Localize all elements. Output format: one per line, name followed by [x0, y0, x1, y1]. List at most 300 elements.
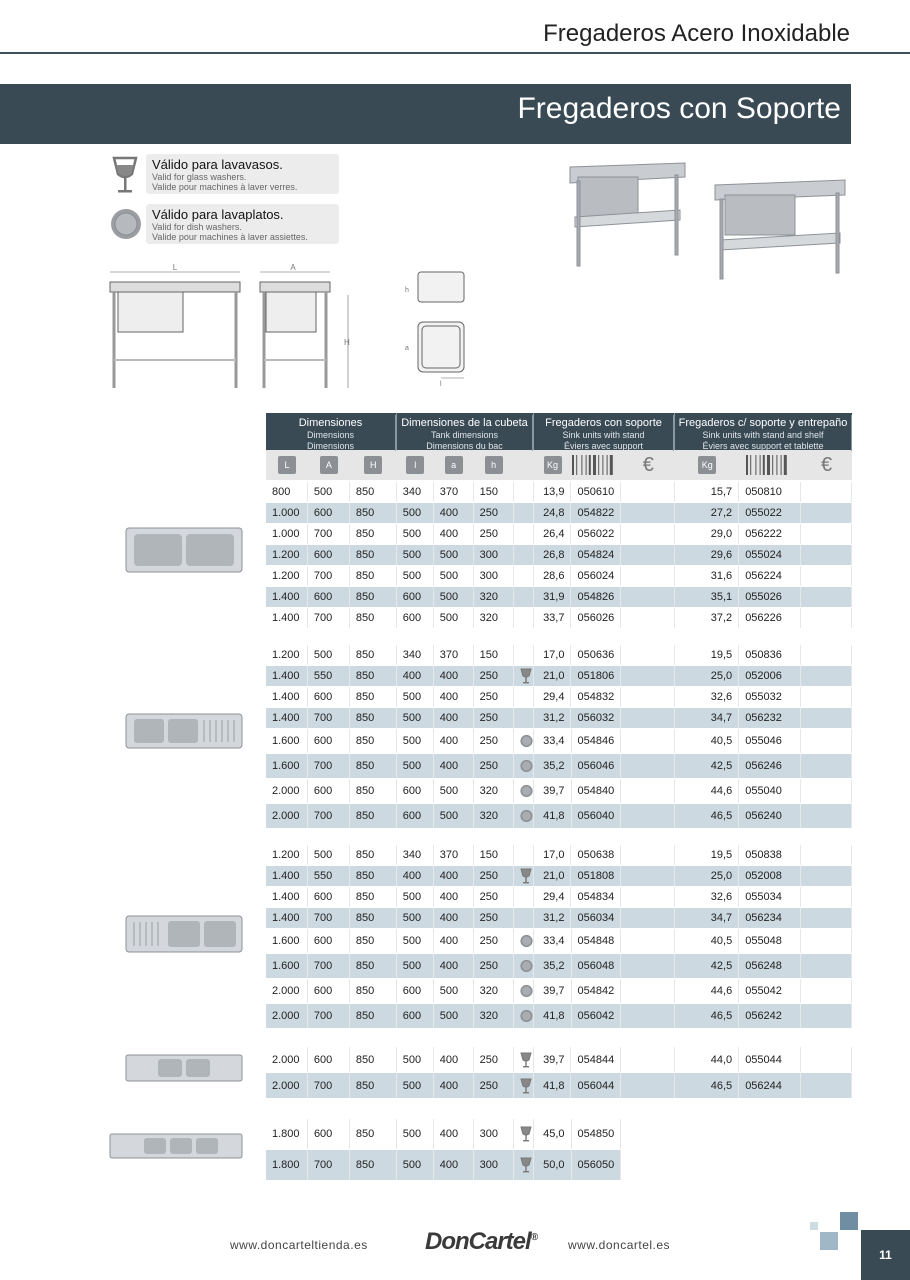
weight-cell: 35,2 — [534, 754, 572, 778]
compat-cell — [514, 687, 534, 707]
barcode-icon — [571, 450, 621, 480]
weight-shelf-cell: 29,6 — [675, 545, 739, 565]
col-L-cell: 1.000 — [266, 503, 308, 523]
col-H-cell: 850 — [350, 1150, 397, 1180]
col-H-cell: 850 — [350, 566, 397, 586]
col-A-cell: 700 — [308, 608, 350, 628]
header-shelf-fr: Éviers avec support et tablette — [675, 440, 852, 451]
col-L-cell: 1.400 — [266, 887, 308, 907]
col-L-cell: 1.400 — [266, 866, 308, 886]
ref-stand-cell: 054834 — [571, 887, 621, 907]
col-h-cell: 150 — [474, 482, 514, 502]
col-l-cell: 340 — [397, 645, 434, 665]
col-l-cell: 500 — [397, 503, 434, 523]
price-stand-cell — [621, 687, 675, 707]
weight-shelf-cell: 46,5 — [675, 1073, 739, 1098]
ref-stand-cell: 051808 — [571, 866, 621, 886]
col-a-cell: 500 — [434, 804, 474, 828]
col-A-cell: 600 — [308, 929, 350, 953]
legend-plate — [146, 204, 339, 244]
col-L-cell: 1.400 — [266, 608, 308, 628]
col-h-cell: 300 — [474, 1150, 514, 1180]
col-A-cell: 500 — [308, 845, 350, 865]
product-photos — [560, 155, 860, 295]
ref-stand-cell: 054844 — [571, 1047, 621, 1072]
col-L-cell: 1.000 — [266, 524, 308, 544]
col-L-cell: 1.400 — [266, 687, 308, 707]
col-A-cell: 550 — [308, 666, 350, 686]
table-row — [266, 587, 852, 608]
table-row — [266, 666, 852, 687]
price-stand-cell — [621, 908, 675, 928]
price-stand-cell — [621, 954, 675, 978]
ref-stand-cell: 056032 — [571, 708, 621, 728]
compat-cell — [514, 545, 534, 565]
sink-image-double-drainer — [124, 710, 244, 752]
col-l-cell: 340 — [397, 845, 434, 865]
dimension-chip-H: H — [364, 456, 382, 474]
col-h-cell: 250 — [474, 666, 514, 686]
col-A-cell: 700 — [308, 754, 350, 778]
col-A-cell: 600 — [308, 503, 350, 523]
ref-shelf-cell — [739, 1119, 801, 1149]
col-h-cell: 300 — [474, 1119, 514, 1149]
price-stand-cell — [621, 1150, 675, 1180]
col-L-cell: 1.600 — [266, 929, 308, 953]
weight-cell: 26,8 — [534, 545, 572, 565]
col-H-cell: 850 — [350, 954, 397, 978]
col-a-cell: 400 — [434, 1073, 474, 1098]
product-table — [266, 413, 852, 1181]
price-stand-cell — [621, 845, 675, 865]
ref-shelf-cell: 055040 — [739, 779, 801, 803]
ref-stand-cell: 051806 — [571, 666, 621, 686]
col-h-cell: 300 — [474, 566, 514, 586]
plate-icon — [520, 783, 533, 799]
col-h-cell: 250 — [474, 524, 514, 544]
ref-shelf-cell: 056242 — [739, 1004, 801, 1028]
header-shelf — [675, 413, 852, 450]
col-H-cell: 850 — [350, 908, 397, 928]
col-a-cell: 370 — [434, 845, 474, 865]
weight-cell: 45,0 — [534, 1119, 572, 1149]
col-A-cell: 600 — [308, 887, 350, 907]
header-tank — [397, 413, 534, 450]
table-row — [266, 645, 852, 666]
ref-shelf-cell: 056232 — [739, 708, 801, 728]
ref-shelf-cell: 055024 — [739, 545, 801, 565]
weight-shelf-cell: 15,7 — [675, 482, 739, 502]
ref-shelf-cell: 056248 — [739, 954, 801, 978]
price-stand-cell — [621, 545, 675, 565]
table-group — [266, 845, 852, 1029]
banner-title: Fregaderos con Soporte — [517, 92, 841, 125]
plate-icon — [110, 208, 142, 240]
ref-stand-cell: 054846 — [572, 729, 622, 753]
col-H-cell: 850 — [350, 804, 397, 828]
col-l-cell: 500 — [397, 1073, 434, 1098]
col-a-cell: 500 — [434, 545, 474, 565]
compat-cell — [514, 645, 534, 665]
table-row — [266, 929, 852, 954]
col-l-cell: 500 — [397, 1047, 434, 1072]
plate-icon — [520, 733, 533, 749]
col-l-cell: 600 — [397, 587, 434, 607]
header-stand-en: Sink units with stand — [534, 429, 674, 440]
weight-cell: 28,6 — [534, 566, 572, 586]
table-row — [266, 1150, 852, 1181]
compat-cell — [514, 887, 534, 907]
col-h-cell: 150 — [474, 645, 514, 665]
col-a-cell: 500 — [434, 566, 474, 586]
weight-cell: 31,2 — [534, 708, 572, 728]
compat-cell — [514, 979, 534, 1003]
col-a-cell: 400 — [434, 524, 474, 544]
weight-cell: 31,9 — [534, 587, 572, 607]
col-l-cell: 500 — [397, 929, 434, 953]
ref-shelf-cell: 056226 — [739, 608, 801, 628]
ref-stand-cell: 050638 — [571, 845, 621, 865]
price-stand-cell — [621, 587, 675, 607]
col-a-cell: 400 — [434, 503, 474, 523]
plate-icon — [520, 808, 533, 824]
header-shelf-es: Fregaderos c/ soporte y entrepaño — [675, 415, 852, 429]
header-dimensions-es: Dimensiones — [266, 415, 396, 429]
col-H-cell: 850 — [350, 482, 397, 502]
price-shelf-cell — [801, 482, 852, 502]
col-L-cell: 1.800 — [266, 1119, 308, 1149]
compat-cell — [514, 708, 534, 728]
compat-cell — [514, 754, 534, 778]
col-h-cell: 250 — [474, 887, 514, 907]
footer-site-link[interactable]: www.doncartel.es — [568, 1238, 671, 1252]
col-H-cell: 850 — [350, 1119, 397, 1149]
compat-cell — [514, 503, 534, 523]
title-rule — [0, 52, 910, 54]
col-A-cell: 700 — [308, 1004, 350, 1028]
table-groups — [266, 482, 852, 1181]
col-h-cell: 250 — [474, 908, 514, 928]
price-stand-cell — [621, 482, 675, 502]
glass-icon — [520, 668, 532, 684]
col-L-cell: 1.400 — [266, 708, 308, 728]
table-row — [266, 804, 852, 829]
col-H-cell: 850 — [350, 503, 397, 523]
price-stand-cell — [621, 1047, 675, 1072]
sink-image-two-drainers — [124, 1052, 244, 1084]
weight-shelf-cell: 27,2 — [675, 503, 739, 523]
diagram-label-H: H — [344, 338, 350, 347]
col-L-cell: 2.000 — [266, 804, 308, 828]
compat-cell — [514, 804, 534, 828]
ref-stand-cell: 054826 — [571, 587, 621, 607]
price-stand-cell — [621, 754, 675, 778]
compat-cell — [514, 929, 534, 953]
col-l-cell: 500 — [397, 545, 434, 565]
legend-glass — [146, 154, 339, 194]
col-L-cell: 1.200 — [266, 645, 308, 665]
weight-shelf-cell: 44,0 — [675, 1047, 739, 1072]
weight-shelf-cell: 32,6 — [675, 887, 739, 907]
sink-image-single — [124, 524, 244, 576]
col-H-cell: 850 — [350, 779, 397, 803]
plate-icon — [520, 958, 533, 974]
icon-cell — [434, 450, 474, 480]
weight-shelf-cell: 42,5 — [675, 754, 739, 778]
plate-icon — [520, 1008, 533, 1024]
table-row — [266, 1004, 852, 1029]
ref-shelf-cell: 056224 — [739, 566, 801, 586]
table-row — [266, 687, 852, 708]
col-h-cell: 320 — [474, 1004, 514, 1028]
compat-cell — [514, 566, 534, 586]
weight-shelf-cell: 46,5 — [675, 804, 739, 828]
header-dimensions-en: Dimensions — [266, 429, 396, 440]
header-dimensions — [266, 413, 397, 450]
header-stand-es: Fregaderos con soporte — [534, 415, 674, 429]
col-H-cell: 850 — [350, 545, 397, 565]
weight-cell: 21,0 — [534, 666, 572, 686]
compat-cell — [514, 1047, 534, 1072]
price-stand-cell — [621, 608, 675, 628]
col-a-cell: 400 — [434, 929, 474, 953]
col-H-cell: 850 — [350, 587, 397, 607]
col-h-cell: 250 — [474, 729, 514, 753]
footer-logo — [425, 1228, 537, 1256]
col-h-cell: 250 — [474, 1073, 514, 1098]
icon-cell — [308, 450, 350, 480]
glass-icon — [520, 1052, 532, 1068]
col-L-cell: 1.200 — [266, 545, 308, 565]
dimension-chip-h: h — [485, 456, 503, 474]
compat-cell — [514, 587, 534, 607]
price-stand-cell — [621, 729, 675, 753]
col-a-cell: 370 — [434, 645, 474, 665]
table-row — [266, 845, 852, 866]
col-L-cell: 1.600 — [266, 954, 308, 978]
col-A-cell: 700 — [308, 1150, 350, 1180]
ref-stand-cell: 054840 — [572, 779, 622, 803]
col-H-cell: 850 — [350, 729, 397, 753]
icon-cell — [397, 450, 434, 480]
price-shelf-cell — [801, 979, 852, 1003]
col-a-cell: 400 — [434, 887, 474, 907]
table-row — [266, 1119, 852, 1150]
weight-shelf-cell — [675, 1119, 739, 1149]
col-A-cell: 550 — [308, 866, 350, 886]
price-shelf-cell — [801, 524, 852, 544]
col-h-cell: 300 — [474, 545, 514, 565]
ref-stand-cell: 056034 — [571, 908, 621, 928]
legend-plate-en: Valid for dish washers. — [152, 222, 242, 232]
col-h-cell: 250 — [474, 754, 514, 778]
ref-shelf-cell: 050810 — [739, 482, 801, 502]
col-H-cell: 850 — [350, 645, 397, 665]
price-shelf-cell — [801, 687, 852, 707]
col-l-cell: 500 — [397, 524, 434, 544]
table-row — [266, 524, 852, 545]
compat-cell — [514, 666, 534, 686]
price-stand-cell — [621, 524, 675, 544]
table-row — [266, 1047, 852, 1073]
col-a-cell: 400 — [434, 908, 474, 928]
price-stand-cell — [621, 804, 675, 828]
ref-stand-cell: 054824 — [571, 545, 621, 565]
glass-icon — [520, 1126, 532, 1142]
col-A-cell: 600 — [308, 1119, 350, 1149]
compat-cell — [514, 845, 534, 865]
sink-image-drainer-double — [124, 912, 244, 956]
weight-cell: 41,8 — [534, 804, 572, 828]
col-a-cell: 370 — [434, 482, 474, 502]
col-h-cell: 250 — [474, 687, 514, 707]
plate-icon — [520, 933, 533, 949]
price-shelf-cell — [801, 845, 852, 865]
header-stand-fr: Éviers avec support — [534, 440, 674, 451]
price-shelf-cell — [801, 1073, 852, 1098]
weight-cell: 17,0 — [534, 845, 572, 865]
col-A-cell: 500 — [308, 482, 350, 502]
icon-cell — [621, 450, 675, 480]
plate-icon — [520, 758, 533, 774]
weight-shelf-cell — [675, 1150, 739, 1180]
ref-stand-cell: 054848 — [572, 929, 622, 953]
col-H-cell: 850 — [350, 687, 397, 707]
weight-cell: 39,7 — [534, 1047, 572, 1072]
weight-icon: Kg — [698, 456, 716, 474]
col-A-cell: 600 — [308, 1047, 350, 1072]
price-shelf-cell — [801, 566, 852, 586]
col-L-cell: 1.400 — [266, 666, 308, 686]
header-tank-es: Dimensiones de la cubeta — [397, 415, 533, 429]
col-A-cell: 700 — [308, 804, 350, 828]
weight-shelf-cell: 34,7 — [675, 908, 739, 928]
footer-logo-text: DonCartel — [425, 1228, 531, 1255]
price-shelf-cell — [801, 503, 852, 523]
weight-cell: 13,9 — [534, 482, 572, 502]
weight-shelf-cell: 34,7 — [675, 708, 739, 728]
ref-shelf-cell: 052006 — [739, 666, 801, 686]
price-shelf-cell — [801, 587, 852, 607]
ref-shelf-cell: 055022 — [739, 503, 801, 523]
price-stand-cell — [621, 666, 675, 686]
price-shelf-cell — [801, 545, 852, 565]
registered-mark: ® — [530, 1232, 538, 1243]
diagram-label-L: L — [172, 263, 178, 272]
col-L-cell: 2.000 — [266, 1047, 308, 1072]
price-stand-cell — [621, 503, 675, 523]
col-l-cell: 600 — [397, 979, 434, 1003]
weight-cell: 17,0 — [534, 645, 572, 665]
compat-cell — [514, 524, 534, 544]
col-a-cell: 500 — [434, 1004, 474, 1028]
weight-shelf-cell: 46,5 — [675, 1004, 739, 1028]
col-L-cell: 1.400 — [266, 908, 308, 928]
col-L-cell: 2.000 — [266, 979, 308, 1003]
table-row — [266, 908, 852, 929]
dimension-chip-a: a — [445, 456, 463, 474]
weight-cell: 33,7 — [534, 608, 572, 628]
blank-icon-cell — [514, 450, 534, 480]
col-A-cell: 600 — [308, 979, 350, 1003]
weight-shelf-cell: 19,5 — [675, 645, 739, 665]
col-h-cell: 320 — [474, 979, 514, 1003]
price-shelf-cell — [801, 779, 852, 803]
plate-icon — [520, 983, 533, 999]
table-group — [266, 1047, 852, 1099]
col-A-cell: 500 — [308, 645, 350, 665]
table-row — [266, 1073, 852, 1099]
legend-plate-title: Válido para lavaplatos. — [152, 207, 284, 222]
col-L-cell: 2.000 — [266, 1004, 308, 1028]
col-h-cell: 320 — [474, 608, 514, 628]
table-row — [266, 608, 852, 629]
col-A-cell: 600 — [308, 545, 350, 565]
col-l-cell: 340 — [397, 482, 434, 502]
ref-stand-cell: 050636 — [571, 645, 621, 665]
legend-glass-fr: Valide pour machines à laver verres. — [152, 182, 298, 192]
weight-shelf-cell: 40,5 — [675, 929, 739, 953]
ref-stand-cell: 056046 — [572, 754, 622, 778]
glass-icon — [520, 868, 532, 884]
ref-shelf-cell: 052008 — [739, 866, 801, 886]
price-shelf-cell — [801, 1119, 852, 1149]
weight-shelf-cell: 25,0 — [675, 666, 739, 686]
diagram-label-a: a — [405, 345, 409, 352]
table-row — [266, 779, 852, 804]
table-group — [266, 482, 852, 629]
table-row — [266, 708, 852, 729]
ref-shelf-cell: 055026 — [739, 587, 801, 607]
col-h-cell: 320 — [474, 779, 514, 803]
compat-cell — [514, 729, 534, 753]
table-row — [266, 754, 852, 779]
col-l-cell: 500 — [397, 1150, 434, 1180]
col-a-cell: 400 — [434, 866, 474, 886]
page-title: Fregaderos Acero Inoxidable — [543, 20, 850, 47]
col-H-cell: 850 — [350, 754, 397, 778]
col-L-cell: 1.400 — [266, 587, 308, 607]
price-shelf-cell — [801, 908, 852, 928]
weight-cell: 21,0 — [534, 866, 572, 886]
ref-shelf-cell: 055034 — [739, 887, 801, 907]
weight-cell: 29,4 — [534, 687, 572, 707]
price-stand-cell — [621, 866, 675, 886]
weight-cell: 26,4 — [534, 524, 572, 544]
weight-cell: 41,8 — [534, 1073, 572, 1098]
col-H-cell: 850 — [350, 608, 397, 628]
legend-glass-title: Válido para lavavasos. — [152, 157, 283, 172]
compat-cell — [514, 1004, 534, 1028]
col-l-cell: 600 — [397, 779, 434, 803]
table-row — [266, 729, 852, 754]
compat-cell — [514, 1150, 534, 1180]
euro-icon: € — [642, 453, 654, 476]
table-row — [266, 566, 852, 587]
price-shelf-cell — [801, 645, 852, 665]
ref-stand-cell: 056044 — [571, 1073, 621, 1098]
col-a-cell: 400 — [434, 729, 474, 753]
weight-shelf-cell: 44,6 — [675, 779, 739, 803]
col-L-cell: 2.000 — [266, 779, 308, 803]
glass-icon — [520, 1157, 532, 1173]
euro-icon: € — [820, 453, 833, 476]
col-l-cell: 500 — [397, 687, 434, 707]
weight-shelf-cell: 44,6 — [675, 979, 739, 1003]
weight-shelf-cell: 37,2 — [675, 608, 739, 628]
weight-cell: 31,2 — [534, 908, 572, 928]
footer-shop-link[interactable]: www.doncarteltienda.es — [230, 1238, 368, 1252]
